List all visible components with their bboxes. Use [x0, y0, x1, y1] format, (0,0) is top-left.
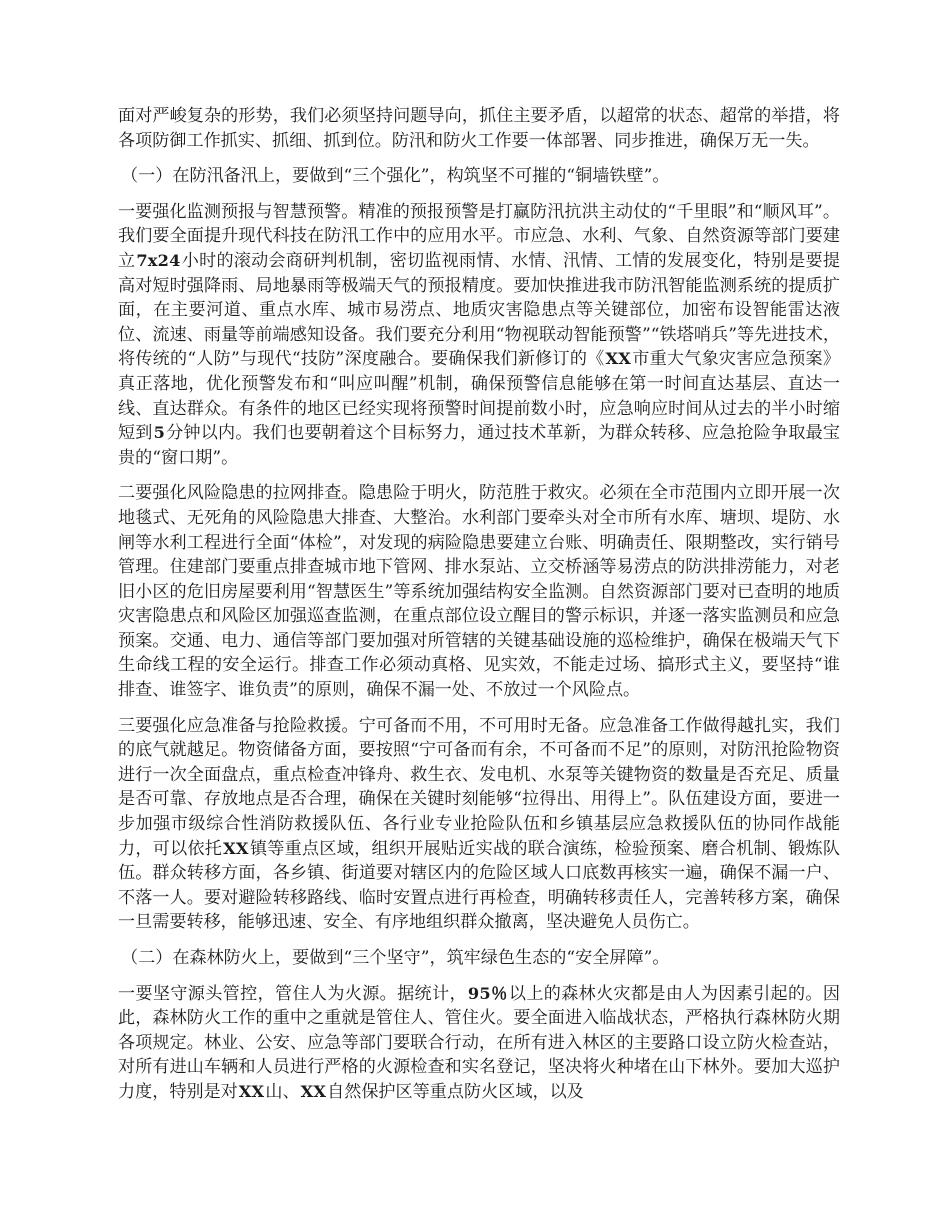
paragraph-section-one-heading: （一）在防汛备汛上，要做到“三个强化”，构筑坚不可摧的“铜墙铁壁”。 [121, 166, 670, 187]
latin-run-xx-town: XX [223, 838, 249, 858]
latin-run-95-percent: 95％ [467, 983, 508, 1003]
paragraph-section-two-heading: （二）在森林防火上，要做到“三个坚守”，筑牢绿色生态的“安全屏障”。 [121, 948, 670, 968]
text-run-after: 以上的森林火灾都是由人为因素引起的。因此，森林防火工作的重中之重就是管住人、管住火。要全面进入临战状态，严格执行森林防火期各项规定。林业、公安、应急等部门要联合行动，在所有进入林区的主要路口设立防火检查站，对所有进山车辆和人员进行严格的火源检查和实名登记，坚决将火种堵在山下林外。要加大巡护力度，特别是对 [118, 983, 840, 1102]
paragraph-opening: 面对严峻复杂的形势，我们必须坚持问题导向，抓住主要矛盾，以超常的状态、超常的举措，将各项防御工作抓实、抓细、抓到位。防汛和防火工作要一体部署、同步推进，确保万无一失。 [118, 106, 840, 151]
latin-run-7x24: 7x24 [136, 250, 181, 270]
text-run-before: 一要坚守源头管控，管住人为火源。据统计， [118, 983, 467, 1004]
paragraph-strengthen-monitoring [118, 200, 840, 471]
text-run-after: 小时的滚动会商研判机制，密切监视雨情、水情、汛情、工情的发展变化，特别是要提高对短时强降雨、局地暴雨等极端天气的预报精度。要加快推进我市防汛智能监测系统的提质扩面，在主要河道、重点水库、城市易涝点、地质灾害隐患点等关键部位，加密布设智能雷达液位、流速、雨量等前端感知设备。我们要充分利用“物视联动智能预警”“铁塔哨兵”等先进技术，将传统的“人防”与现代“技防”深度融合。要确保我们新修订的《 [118, 250, 840, 370]
latin-run-xx-city: XX [605, 349, 632, 369]
text-run-after-2: 市重大气象灾害应急预案》真正落地，优化预警发布和“叫应叫醒”机制，确保预警信息能够在第一时间直达基层、直达一线、直达群众。有条件的地区已经实现将预警时间提前数小时，应急响应时间从过去的半小时缩短到 [118, 349, 840, 444]
text-run-before: 三要强化应急准备与抢险救援。宁可备而不用，不可用时无备。应急准备工作做得越扎实，我们的底气就越足。物资储备方面，要按照“宁可备而有余，不可备而不足”的原则，对防汛抢险物资进行一次全面盘点，重点检查冲锋舟、救生衣、发电机、水泵等关键物资的数量是否充足、质量是否可靠、存放地点是否合理，确保在关键时刻能够“拉得出、用得上”。队伍建设方面，要进一步加强市级综合性消防救援队伍、各行业专业抢险队伍和乡镇基层应急救援队伍的协同作战能力，可以依托 [118, 715, 840, 859]
paragraph-risk-screening: 二要强化风险隐患的拉网排查。隐患险于明火，防范胜于救灾。必须在全市范围内立即开展一次地毯式、无死角的风险隐患大排查、大整治。水利部门要牵头对全市所有水库、塘坝、堤防、水闸等水利工程进行全面“体检”，对发现的病险隐患要建立台账、明确责任、限期整改，实行销号管理。住建部门要重点排查城市地下管网、排水泵站、立交桥涵等易涝点的防洪排涝能力，对老旧小区的危旧房屋要利用“智慧医生”等系统加强结构安全监测。自然资源部门要对已查明的地质灾害隐患点和风险区加强巡查监测，在重点部位设立醒目的警示标识，并逐一落实监测员和应急预案。交通、电力、通信等部门要加强对所管辖的关键基础设施的巡检维护，确保在极端天气下生命线工程的安全运行。排查工作必须动真格、见实效，不能走过场、搞形式主义，要坚持“谁排查、谁签字、谁负责”的原则，确保不漏一处、不放过一个风险点。 [118, 483, 840, 701]
document-body [118, 104, 840, 1105]
paragraph-emergency-preparedness [118, 714, 840, 935]
latin-run-five-minutes: 5 [153, 423, 166, 443]
text-run-end: 分钟以内。我们也要朝着这个目标努力，通过技术革新，为群众转移、应急抢险争取最宝贵的“窗口期”。 [118, 423, 840, 468]
latin-run-xx-reserve: XX [300, 1081, 327, 1101]
text-run-after: 镇等重点区域，组织开展贴近实战的联合演练，检验预案、磨合机制、锻炼队伍。群众转移方面，各乡镇、街道要对辖区内的危险区域人口底数再核实一遍，确保不漏一户、不落一人。要对避险转移路线、临时安置点进行再检查，明确转移责任人，完善转移方案，确保一旦需要转移，能够迅速、安全、有序地组织群众撤离，坚决避免人员伤亡。 [118, 838, 840, 933]
paragraph-source-control [118, 982, 840, 1105]
text-run-before: 一要强化监测预报与智慧预警。精准的预报预警是打赢防汛抗洪主动仗的“千里眼”和“顺风耳”。我们要全面提升现代科技在防汛工作中的应用水平。市应急、水利、气象、自然资源等部门要建立 [118, 201, 840, 271]
text-run-mid: 山、 [265, 1081, 300, 1102]
latin-run-xx-mountain: XX [238, 1081, 265, 1101]
text-run-end: 自然保护区等重点防火区域，以及 [327, 1081, 584, 1102]
